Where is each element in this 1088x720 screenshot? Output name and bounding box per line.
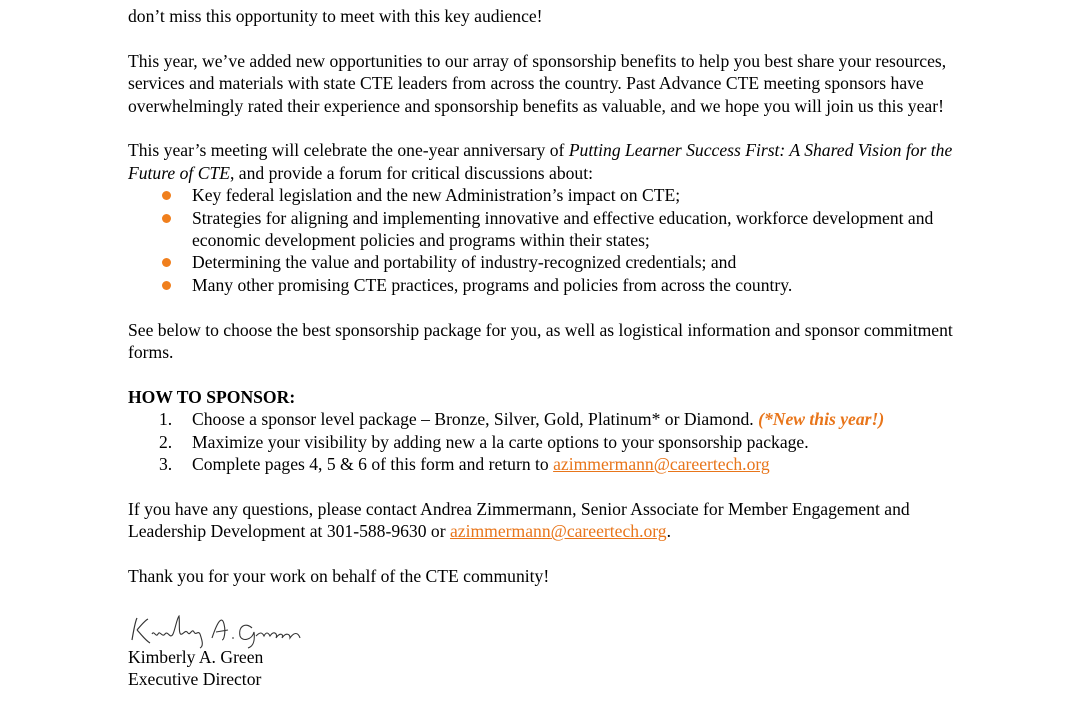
signer-title: Executive Director (128, 669, 262, 690)
letter-body (128, 5, 960, 691)
how-to-sponsor-steps (128, 408, 960, 475)
list-item (128, 207, 960, 252)
bullet-icon (162, 214, 171, 223)
paragraph-thanks: Thank you for your work on behalf of the CTE community! (128, 566, 550, 587)
step-item (128, 431, 960, 453)
bullet-icon (162, 258, 171, 267)
step-item: 1. Choose a sponsor level package – Bronze, Silver, Gold, Platinum* or Diamond. (*New this year!) (159, 409, 885, 430)
paragraph-new-opportunities: This year, we’ve added new opportunities to our array of sponsorship benefits to help you best share your resources, services and materials with state CTE leaders from across the country. Past Advance CTE meeting sponsors have overwhelmingly rated their experience and sponsorship benefits as valuable, and we hope you will join us this year! (128, 50, 947, 116)
vision-title: Putting Learner Success First: A Shared Vision for the Future of CTE (128, 140, 953, 183)
list-item-text: Determining the value and portability of industry-recognized credentials; and (192, 252, 737, 273)
step-number: 3. (159, 454, 173, 475)
step-item (128, 453, 960, 475)
handwritten-signature (128, 610, 328, 650)
paragraph-see-below: See below to choose the best sponsorship package for you, as well as logistical information and sponsor commitment forms. (128, 319, 953, 363)
step-text: Maximize your visibility by adding new a la carte options to your sponsorship package. (192, 431, 809, 452)
bullet-icon (162, 281, 171, 290)
meeting-lead: This year’s meeting will celebrate the one-year anniversary of (128, 140, 569, 161)
signature-block (128, 646, 960, 691)
step-text: Complete pages 4, 5 & 6 of this form and return to (192, 454, 554, 475)
discussion-topics-list (128, 184, 960, 296)
signer-name: Kimberly A. Green (128, 646, 264, 667)
intro-tail: don’t miss this opportunity to meet with this key audience! (128, 6, 543, 26)
list-item (128, 251, 960, 273)
bullet-icon (162, 191, 171, 200)
paragraph-questions (128, 498, 960, 543)
questions-end: . (666, 521, 672, 542)
how-to-sponsor-heading: HOW TO SPONSOR: (128, 386, 296, 407)
list-item-text: Many other promising CTE practices, programs and policies from across the country. (192, 274, 793, 295)
list-item (128, 274, 960, 296)
step-text: Choose a sponsor level package – Bronze, Silver, Gold, Platinum* or Diamond. (192, 409, 754, 430)
meeting-tail: , and provide a forum for critical discussions about: (229, 162, 594, 183)
email-link[interactable]: azimmermann@careertech.org (553, 454, 770, 475)
email-link[interactable]: azimmermann@careertech.org (449, 521, 667, 542)
questions-text: If you have any questions, please contact Andrea Zimmermann, Senior Associate for Member Engagement and Leadership Development at 301-588-9630 or (128, 498, 910, 542)
list-item (128, 184, 960, 206)
paragraph-meeting (128, 139, 960, 184)
list-item-text: Strategies for aligning and implementing innovative and effective education, workforce development and economic development policies and programs within their states; (192, 207, 934, 251)
list-item-text: Key federal legislation and the new Administration’s impact on CTE; (192, 185, 681, 206)
new-this-year-note: (*New this year!) (758, 409, 885, 430)
step-number: 2. (159, 431, 173, 452)
